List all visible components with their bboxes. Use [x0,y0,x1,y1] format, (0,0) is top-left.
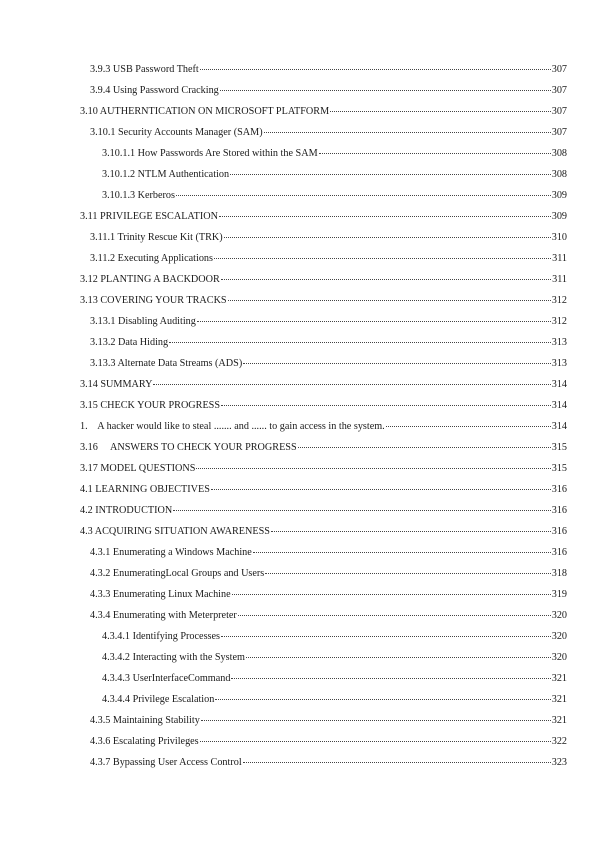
toc-entry[interactable] [0,584,595,605]
toc-entry[interactable] [0,374,595,395]
toc-entry-title: 4.3.6 Escalating Privileges [90,736,199,747]
toc-dot-leader [231,678,550,679]
toc-entry-page: 307 [551,64,567,75]
toc-entry[interactable] [0,311,595,332]
toc-entry-page: 323 [551,757,567,768]
toc-entry[interactable] [0,521,595,542]
toc-entry[interactable] [0,206,595,227]
toc-entry-title: 3.10.1.1 How Passwords Are Stored within the SAM [102,148,318,159]
toc-entry-title: 3.13.1 Disabling Auditing [90,316,196,327]
toc-entry[interactable] [0,479,595,500]
toc-entry-title: 4.3.4 Enumerating with Meterpreter [90,610,237,621]
toc-entry[interactable] [0,416,595,437]
toc-dot-leader [200,741,551,742]
toc-entry-page: 320 [551,610,567,621]
toc-entry-title: 3.11 PRIVILEGE ESCALATION [80,211,218,222]
toc-entry-title: 3.10.1.3 Kerberos [102,190,175,201]
toc-entry[interactable] [0,290,595,311]
toc-dot-leader [220,90,551,91]
toc-entry-title: 4.3.4.1 Identifying Processes [102,631,220,642]
toc-entry-page: 312 [551,316,567,327]
toc-entry-title: 3.10.1.2 NTLM Authentication [102,169,230,180]
toc-dot-leader [230,174,551,175]
toc-entry[interactable] [0,500,595,521]
toc-dot-leader [173,510,550,511]
toc-dot-leader [224,237,551,238]
toc-entry-title: 3.14 SUMMARY [80,379,153,390]
toc-entry[interactable] [0,248,595,269]
toc-entry-page: 313 [551,358,567,369]
toc-entry-title: 4.3.7 Bypassing User Access Control [90,757,242,768]
toc-entry[interactable] [0,185,595,206]
toc-entry-page: 309 [551,211,567,222]
toc-dot-leader [243,762,551,763]
toc-entry[interactable] [0,710,595,731]
toc-entry-page: 321 [551,694,567,705]
toc-entry[interactable] [0,689,595,710]
toc-entry-title: 3.9.3 USB Password Theft [90,64,199,75]
toc-dot-leader [386,426,551,427]
toc-entry[interactable] [0,143,595,164]
toc-entry[interactable] [0,80,595,101]
toc-dot-leader [243,363,551,364]
toc-entry[interactable] [0,395,595,416]
toc-dot-leader [228,300,551,301]
toc-entry-page: 307 [551,85,567,96]
toc-dot-leader [253,552,551,553]
toc-entry-title: 3.9.4 Using Password Cracking [90,85,219,96]
toc-dot-leader [153,384,550,385]
toc-entry[interactable] [0,59,595,80]
toc-entry-title: 4.3.4.3 UserInterfaceCommand [102,673,231,684]
toc-entry-title: 4.3.4.4 Privilege Escalation [102,694,215,705]
toc-entry[interactable] [0,605,595,626]
toc-entry-title: 3.10.1 Security Accounts Manager (SAM) [90,127,263,138]
toc-entry[interactable] [0,626,595,647]
toc-entry-page: 320 [551,652,567,663]
toc-entry-title: 3.15 CHECK YOUR PROGRESS [80,400,221,411]
toc-dot-leader [264,132,551,133]
toc-entry-page: 314 [551,400,567,411]
toc-entry-page: 321 [551,673,567,684]
toc-entry-title: 4.1 LEARNING OBJECTIVES [80,484,210,495]
toc-entry-page: 312 [551,295,567,306]
toc-entry-page: 311 [552,253,567,264]
toc-entry[interactable] [0,647,595,668]
toc-dot-leader [221,405,551,406]
toc-dot-leader [219,216,551,217]
toc-dot-leader [298,447,551,448]
toc-entry-title: 3.12 PLANTING A BACKDOOR [80,274,220,285]
table-of-contents [0,59,595,773]
toc-entry-title: 4.3.5 Maintaining Stability [90,715,200,726]
toc-entry-title: 3.16 ANSWERS TO CHECK YOUR PROGRESS [80,442,297,453]
toc-entry-title: 3.13.2 Data Hiding [90,337,169,348]
toc-entry-title: 1. A hacker would like to steal ....... and ...... to gain access in the system. [80,421,385,432]
toc-dot-leader [197,321,551,322]
toc-entry[interactable] [0,437,595,458]
toc-dot-leader [221,636,551,637]
toc-entry-page: 316 [551,547,567,558]
toc-dot-leader [200,69,551,70]
toc-dot-leader [232,594,551,595]
toc-entry-title: 4.3.3 Enumerating Linux Machine [90,589,231,600]
toc-entry-page: 316 [551,526,567,537]
toc-entry-title: 4.3.1 Enumerating a Windows Machine [90,547,252,558]
toc-entry-title: 3.13.3 Alternate Data Streams (ADS) [90,358,243,369]
toc-entry[interactable] [0,668,595,689]
toc-entry[interactable] [0,332,595,353]
toc-entry-page: 310 [551,232,567,243]
toc-entry-page: 322 [551,736,567,747]
toc-entry-page: 314 [551,421,567,432]
toc-entry-title: 4.3.2 EnumeratingLocal Groups and Users [90,568,265,579]
toc-entry-page: 315 [551,442,567,453]
toc-entry-title: 4.2 INTRODUCTION [80,505,173,516]
toc-entry-title: 3.10 AUTHERNTICATION ON MICROSOFT PLATFORM [80,106,330,117]
toc-entry-title: 3.11.2 Executing Applications [90,253,213,264]
toc-dot-leader [221,279,551,280]
toc-entry-page: 309 [551,190,567,201]
toc-entry[interactable] [0,227,595,248]
toc-entry-page: 307 [551,127,567,138]
toc-entry[interactable] [0,269,595,290]
toc-entry[interactable] [0,353,595,374]
toc-entry[interactable] [0,731,595,752]
toc-entry-page: 308 [551,169,567,180]
toc-entry-page: 316 [551,505,567,516]
toc-entry-page: 318 [551,568,567,579]
toc-dot-leader [246,657,551,658]
toc-entry-page: 321 [551,715,567,726]
toc-entry-page: 311 [552,274,567,285]
toc-dot-leader [319,153,551,154]
toc-entry-title: 3.11.1 Trinity Rescue Kit (TRK) [90,232,223,243]
toc-entry[interactable] [0,101,595,122]
toc-entry[interactable] [0,542,595,563]
toc-entry-title: 3.13 COVERING YOUR TRACKS [80,295,227,306]
toc-dot-leader [238,615,551,616]
toc-dot-leader [211,489,551,490]
toc-dot-leader [176,195,551,196]
toc-entry-title: 4.3 ACQUIRING SITUATION AWARENESS [80,526,270,537]
toc-dot-leader [214,258,551,259]
toc-dot-leader [169,342,551,343]
toc-entry-page: 320 [551,631,567,642]
toc-dot-leader [330,111,551,112]
toc-entry-page: 319 [551,589,567,600]
toc-entry[interactable] [0,458,595,479]
toc-entry-page: 314 [551,379,567,390]
toc-entry[interactable] [0,563,595,584]
toc-entry-page: 315 [551,463,567,474]
toc-entry[interactable] [0,164,595,185]
toc-dot-leader [196,468,550,469]
toc-dot-leader [265,573,550,574]
toc-entry-page: 307 [551,106,567,117]
toc-entry-title: 4.3.4.2 Interacting with the System [102,652,245,663]
toc-dot-leader [215,699,550,700]
toc-entry[interactable] [0,752,595,773]
toc-entry[interactable] [0,122,595,143]
toc-entry-page: 316 [551,484,567,495]
toc-entry-title: 3.17 MODEL QUESTIONS [80,463,196,474]
toc-dot-leader [271,531,551,532]
toc-entry-page: 308 [551,148,567,159]
toc-dot-leader [201,720,551,721]
toc-entry-page: 313 [551,337,567,348]
